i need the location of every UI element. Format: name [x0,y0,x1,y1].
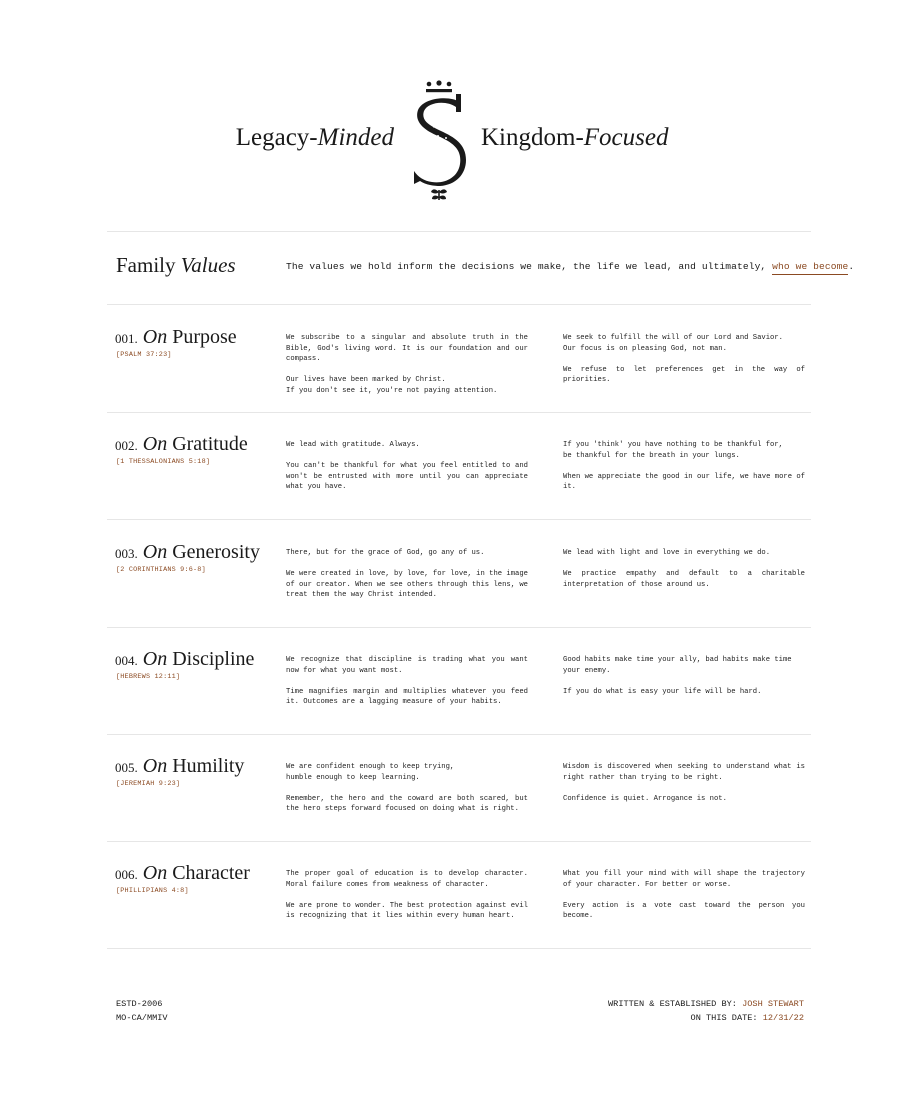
value-number: 004. [115,653,138,668]
value-number: 006. [115,867,138,882]
value-paragraph: Our lives have been marked by Christ. If you don't see it, you're not paying attention. [286,376,498,395]
scripture-reference: [PSALM 37:23] [116,351,172,359]
value-paragraph: The proper goal of education is to develop character. Moral failure comes from weakness of character. [286,870,528,889]
value-paragraph: If you do what is easy your life will be hard. [563,687,762,696]
author-name: JOSH STEWART [742,999,804,1009]
kingdom-focused-tagline: Kingdom-Focused [481,124,669,151]
value-paragraph: There, but for the grace of God, go any of us. [286,549,485,557]
value-title [115,648,254,671]
value-number: 001. [115,331,138,346]
value-column-left [286,440,528,504]
value-column-left [286,655,528,719]
value-column-right [563,548,805,601]
value-on: On [142,541,168,563]
value-column-left [286,548,528,612]
value-column-right [563,869,805,933]
value-on: On [142,862,168,884]
value-paragraph: Wisdom is discovered when seeking to understand what is right rather than trying to be right. [563,763,805,782]
value-paragraph: When we appreciate the good in our life, we have more of it. [563,472,805,492]
value-purpose [0,305,918,412]
value-paragraph: Confidence is quiet. Arrogance is not. [563,794,727,803]
value-paragraph: We refuse to let preferences get in the way of priorities. [563,365,805,385]
value-discipline [0,627,918,734]
value-column-left [286,762,528,826]
value-on: On [142,648,168,670]
value-on: On [142,433,168,455]
scripture-reference: [PHILLIPIANS 4:8] [116,887,189,895]
value-column-right [563,440,805,504]
authorship-info [608,998,804,1025]
value-on: On [142,326,168,348]
scripture-reference: [JEREMIAH 9:23] [116,780,181,788]
who-we-become-link[interactable]: who we become [772,261,848,275]
value-name: Humility [172,755,245,777]
page-header [0,78,918,203]
value-paragraph: We are confident enough to keep trying, humble enough to keep learning. [286,763,455,782]
divider [107,231,811,232]
established-info [116,998,168,1025]
estd-year: ESTD-2006 [116,999,163,1009]
family-values-heading: Family Values [116,253,236,277]
value-name: Purpose [172,326,237,348]
value-name: Character [172,862,250,884]
date-value: 12/31/22 [762,1012,804,1023]
value-on: On [142,755,168,777]
value-title [115,433,248,456]
value-column-left [286,333,528,407]
value-paragraph: What you fill your mind with will shape the trajectory of your character. For better or worse. [563,870,805,889]
value-name: Gratitude [172,433,248,455]
value-paragraph: We were created in love, by love, for love, in the image of our creator. When we see others through this lens, we treat them the way Christ intended. [286,570,528,600]
value-paragraph: We recognize that discipline is trading what you want now for what you want most. [286,656,528,675]
scripture-reference: [1 THESSALONIANS 5:18] [116,458,211,466]
value-number: 003. [115,546,138,561]
value-generosity [0,520,918,627]
value-number: 005. [115,760,138,775]
value-name: Generosity [172,541,260,563]
value-paragraph: We subscribe to a singular and absolute truth in the Bible, God's living word. It is our foundation and our compass. [286,334,528,364]
written-by: WRITTEN & ESTABLISHED BY: JOSH STEWART [608,999,804,1009]
value-column-right [563,655,805,708]
value-paragraph: We lead with gratitude. Always. [286,441,420,449]
value-paragraph: If you 'think' you have nothing to be thankful for, be thankful for the breath in your lungs. [563,441,783,460]
value-title [115,541,260,564]
value-name: Discipline [172,648,255,670]
value-paragraph: We seek to fulfill the will of our Lord and Savior. Our focus is on pleasing God, not man. [563,334,783,353]
estd-location: MO-CA/MMIV [116,1012,168,1023]
family-values-intro: The values we hold inform the decisions we make, the life we lead, and ultimately, who we become. [286,261,854,272]
value-column-left [286,869,528,933]
value-column-right [563,333,805,397]
value-gratitude [0,412,918,519]
scripture-reference: [HEBREWS 12:11] [116,673,181,681]
value-paragraph: We practice empathy and default to a charitable interpretation of those around us. [563,570,805,589]
value-paragraph: Time magnifies margin and multiplies whatever you feed it. Outcomes are a lagging measure of your habits. [286,687,528,707]
value-number: 002. [115,438,138,453]
divider [107,948,811,949]
value-humility [0,734,918,841]
value-paragraph: We lead with light and love in everything we do. [563,549,771,557]
stewart-crest-s-icon [408,78,470,203]
value-paragraph: Remember, the hero and the coward are both scared, but the hero steps forward focused on doing what is right. [286,794,528,814]
value-title [115,862,250,885]
value-title [115,755,244,778]
written-date: ON THIS DATE: 12/31/22 [690,1012,804,1023]
value-title [115,326,237,349]
value-paragraph: Good habits make time your ally, bad habits make time your enemy. [563,656,792,675]
value-paragraph: Every action is a vote cast toward the person you become. [563,901,805,921]
legacy-minded-tagline: Legacy-Minded [235,124,394,151]
value-character [0,841,918,948]
value-paragraph: We are prone to wonder. The best protection against evil is recognizing that it lies within every human heart. [286,901,528,921]
value-paragraph: You can't be thankful for what you feel entitled to and won't be entrusted with more until you can appreciate what you have. [286,462,528,492]
scripture-reference: [2 CORINTHIANS 9:6-8] [116,566,206,574]
value-column-right [563,762,805,815]
